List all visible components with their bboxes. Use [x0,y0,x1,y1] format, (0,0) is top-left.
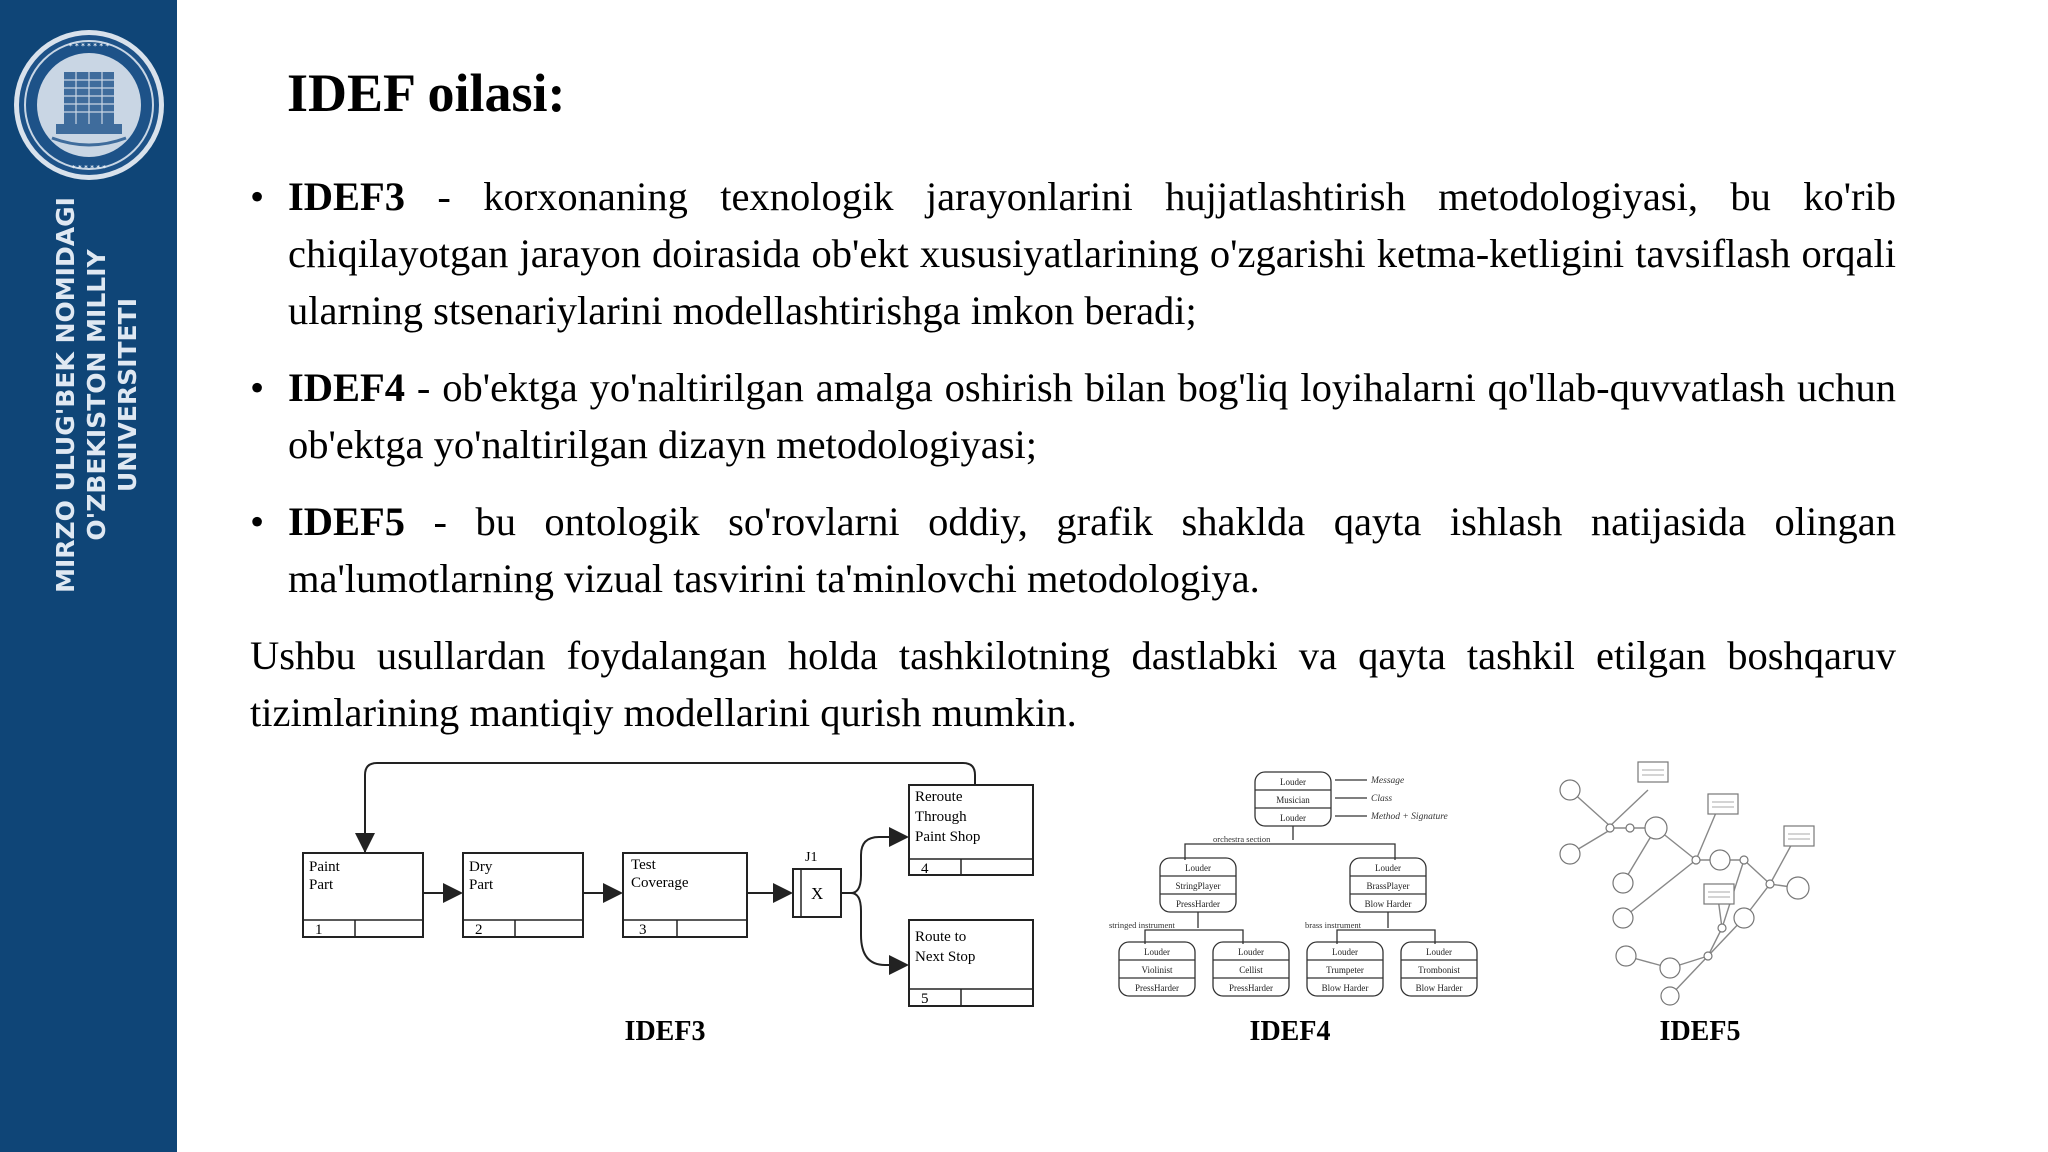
class-cell: Blow Harder [1364,899,1412,909]
junction-symbol: X [811,884,824,903]
class-cell: Louder [1332,947,1358,957]
bullet-idef4 [250,359,1896,473]
bullet-term: IDEF4 [288,365,406,410]
box-label: Test [631,857,656,873]
section-label: stringed instrument [1109,920,1175,930]
caption-idef4: IDEF4 [1249,1016,1331,1047]
idef3-junction [793,850,841,917]
box-label: Through [915,809,967,825]
class-cell: Louder [1238,947,1264,957]
bullet-idef5 [250,493,1896,607]
box-label: Coverage [631,875,689,891]
svg-text:* * * * * *: * * * * * * [71,164,107,172]
class-cell: Musician [1276,795,1310,805]
bullet-dot: • [250,174,265,219]
box-label: Part [309,877,334,893]
bullet-term: IDEF5 [288,499,406,544]
caption-idef5: IDEF5 [1659,1016,1741,1047]
idef3-box-5 [909,920,1033,1007]
class-cell: Louder [1375,863,1401,873]
class-cell: PressHarder [1176,899,1220,909]
box-number: 5 [921,991,929,1007]
class-cell: Louder [1144,947,1170,957]
legend-class: Class [1371,794,1393,804]
caption-idef3: IDEF3 [624,1016,706,1047]
bullet-dot: • [250,365,265,410]
university-line-1: MIRZO ULUG'BEK NOMIDAGI [51,197,80,593]
class-cell: Cellist [1239,965,1263,975]
box-number: 4 [921,861,929,877]
class-cell: Blow Harder [1415,983,1463,993]
class-cell: PressHarder [1229,983,1273,993]
class-cell: Blow Harder [1321,983,1369,993]
bullet-term: IDEF3 [288,174,406,219]
idef3-box-2 [463,853,583,938]
box-label: Dry [469,859,493,875]
idef4-diagram [1105,768,1485,1003]
box-label: Paint [309,859,340,875]
class-cell: BrassPlayer [1366,881,1410,891]
section-label: brass instrument [1305,920,1361,930]
class-cell: Louder [1185,863,1211,873]
idef5-diagram [1548,758,1848,1008]
bullet-idef3 [250,168,1896,339]
box-label: Part [469,877,494,893]
legend-method: Method + Signature [1371,812,1448,822]
box-number: 3 [639,922,647,938]
summary-paragraph: Ushbu usullardan foydalangan holda tashkilotning dastlabki va qayta tashkil etilgan boshqaruv tizimlarining mantiqiy modellarini qurish mumkin. [250,633,1896,735]
box-label: Next Stop [915,949,976,965]
class-cell: PressHarder [1135,983,1179,993]
university-line-2: O'ZBEKISTON MILLIY [82,249,111,541]
bullet-text: - ob'ektga yo'naltirilgan amalga oshirish bilan bog'liq loyihalarni qo'llab-quvvatlash uchun ob'ektga yo'naltirilgan dizayn metodologiyasi; [288,365,1896,467]
class-cell: Louder [1426,947,1452,957]
box-label: Route to [915,929,967,945]
slide-content [250,168,1896,741]
bullet-text: - korxonaning texnologik jarayonlarini hujjatlashtirish metodologiyasi, bu ko'rib chiqilayotgan jarayon doirasida ob'ekt xususiyatlarining o'zgarishi ketma-ketligini tavsiflash orqali ularning stsenariylarini modellashtirishga imkon beradi; [288,174,1896,333]
university-line-3: UNIVERSITETI [113,298,142,492]
sidebar [0,0,177,1152]
box-label: Paint Shop [915,829,981,845]
idef3-box-4 [909,785,1033,877]
idef3-box-3 [623,853,747,938]
junction-label: J1 [805,850,818,865]
section-label: orchestra section [1213,834,1271,844]
class-cell: Trumpeter [1326,965,1364,975]
idef3-diagram [295,755,1035,1010]
legend-message: Message [1371,776,1405,786]
box-label: Reroute [915,789,963,805]
bullet-text: - bu ontologik so'rovlarni oddiy, grafik shaklda qayta ishlash natijasida olingan ma'lumotlarning vizual tasvirini ta'minlovchi metodologiya. [288,499,1896,601]
class-cell: Louder [1280,777,1306,787]
class-cell: StringPlayer [1175,881,1221,891]
idef3-box-1 [303,853,423,938]
class-cell: Louder [1280,813,1306,823]
box-number: 1 [315,922,323,938]
university-name [50,0,150,795]
bullet-dot: • [250,499,265,544]
slide-title: IDEF oilasi: [287,63,566,123]
svg-text:* * * * * * *: * * * * * * * [68,42,110,50]
class-cell: Trombonist [1418,965,1460,975]
class-cell: Violinist [1141,965,1173,975]
box-number: 2 [475,922,483,938]
